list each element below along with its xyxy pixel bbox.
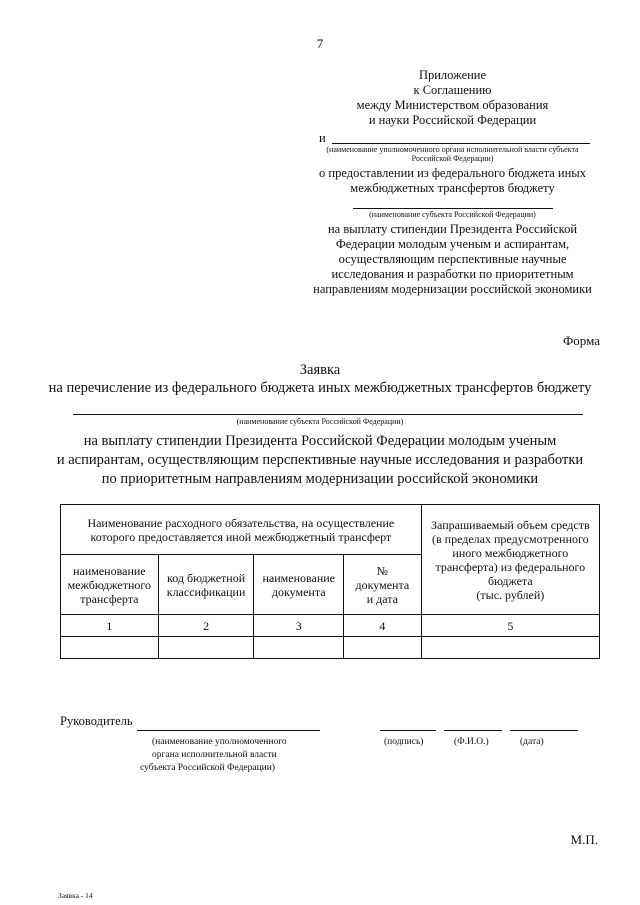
authority-line (332, 143, 590, 144)
provision-line: межбюджетных трансфертов бюджету (350, 181, 555, 195)
name-line[interactable] (444, 730, 502, 731)
column-number-row (61, 615, 600, 637)
authority-hint: органа исполнительной власти (152, 750, 277, 760)
purpose-line: по приоритетным направлениям модернизации российской экономики (101, 471, 539, 487)
transfer-request-table (60, 504, 600, 659)
annex-line: между Министерством образования (356, 98, 549, 112)
column-number: 5 (421, 615, 599, 637)
table-header-row (61, 505, 600, 555)
purpose-line: направлениям модернизации российской экономики (313, 282, 592, 296)
authority-hint: (наименование уполномоченного (152, 737, 287, 747)
purpose-line: Федерации молодым ученым и аспирантам, (335, 237, 570, 251)
application-title: Заявка (299, 362, 341, 378)
table-cell[interactable] (421, 637, 599, 659)
column-number: 1 (61, 615, 159, 637)
signature-hint: (подпись) (384, 737, 424, 747)
annex-line: и науки Российской Федерации (368, 113, 537, 127)
provision-line: о предоставлении из федерального бюджета иных (319, 166, 586, 180)
authority-signature-line[interactable] (137, 730, 320, 731)
column-header: наименование межбюджетного трансферта (61, 555, 159, 615)
purpose-line: осуществляющим перспективные научные (338, 252, 567, 266)
name-hint: (Ф.И.О.) (454, 737, 489, 747)
annex-header (305, 68, 600, 298)
authority-hint: (наименование уполномоченного органа исполнительной власти субъекта (326, 145, 579, 154)
purpose-line: на выплату стипендии Президента Российской Федерации молодым ученым (83, 433, 557, 449)
table-cell[interactable] (254, 637, 344, 659)
authority-hint: Российской Федерации) (411, 154, 494, 163)
column-number: 2 (158, 615, 254, 637)
obligation-group-header: Наименование расходного обязательства, на осуществление которого предоставляется иной межбюджетный трансферт (61, 505, 422, 555)
annex-line: к Соглашению (413, 83, 492, 97)
column-header: наименование документа (254, 555, 344, 615)
column-number: 4 (344, 615, 422, 637)
requested-amount-header: Запрашиваемый объем средств (в пределах предусмотренного иного межбюджетного трансферта) из федерального бюджета (тыс. рублей) (421, 505, 599, 615)
subject-hint: (наименование субъекта Российской Федерации) (236, 417, 404, 426)
date-line[interactable] (510, 730, 578, 731)
i-prefix: и (319, 131, 326, 145)
subject-line (353, 208, 553, 209)
date-hint: (дата) (520, 737, 544, 747)
signature-line[interactable] (380, 730, 436, 731)
subject-line (73, 414, 583, 415)
table-cell[interactable] (344, 637, 422, 659)
table-row (61, 637, 600, 659)
subject-hint: (наименование субъекта Российской Федерации) (369, 210, 536, 219)
head-label: Руководитель (60, 714, 133, 728)
page-number: 7 (316, 36, 324, 51)
purpose-line: исследования и разработки по приоритетным (331, 267, 574, 281)
footer-label: Заявка - 14 (58, 891, 93, 900)
authority-hint: субъекта Российской Федерации) (140, 763, 276, 773)
application-subtitle: на перечисление из федерального бюджета иных межбюджетных трансфертов бюджету (48, 380, 592, 396)
stamp-label: М.П. (570, 832, 598, 847)
column-header: код бюджетной классификации (158, 555, 254, 615)
purpose-line: на выплату стипендии Президента Российской (327, 222, 578, 236)
column-number: 3 (254, 615, 344, 637)
table-cell[interactable] (61, 637, 159, 659)
form-label: Форма (563, 333, 600, 348)
table-cell[interactable] (158, 637, 254, 659)
column-header: № документа и дата (344, 555, 422, 615)
annex-line: Приложение (418, 68, 487, 82)
purpose-line: и аспирантам, осуществляющим перспективные научные исследования и разработки (56, 452, 584, 468)
